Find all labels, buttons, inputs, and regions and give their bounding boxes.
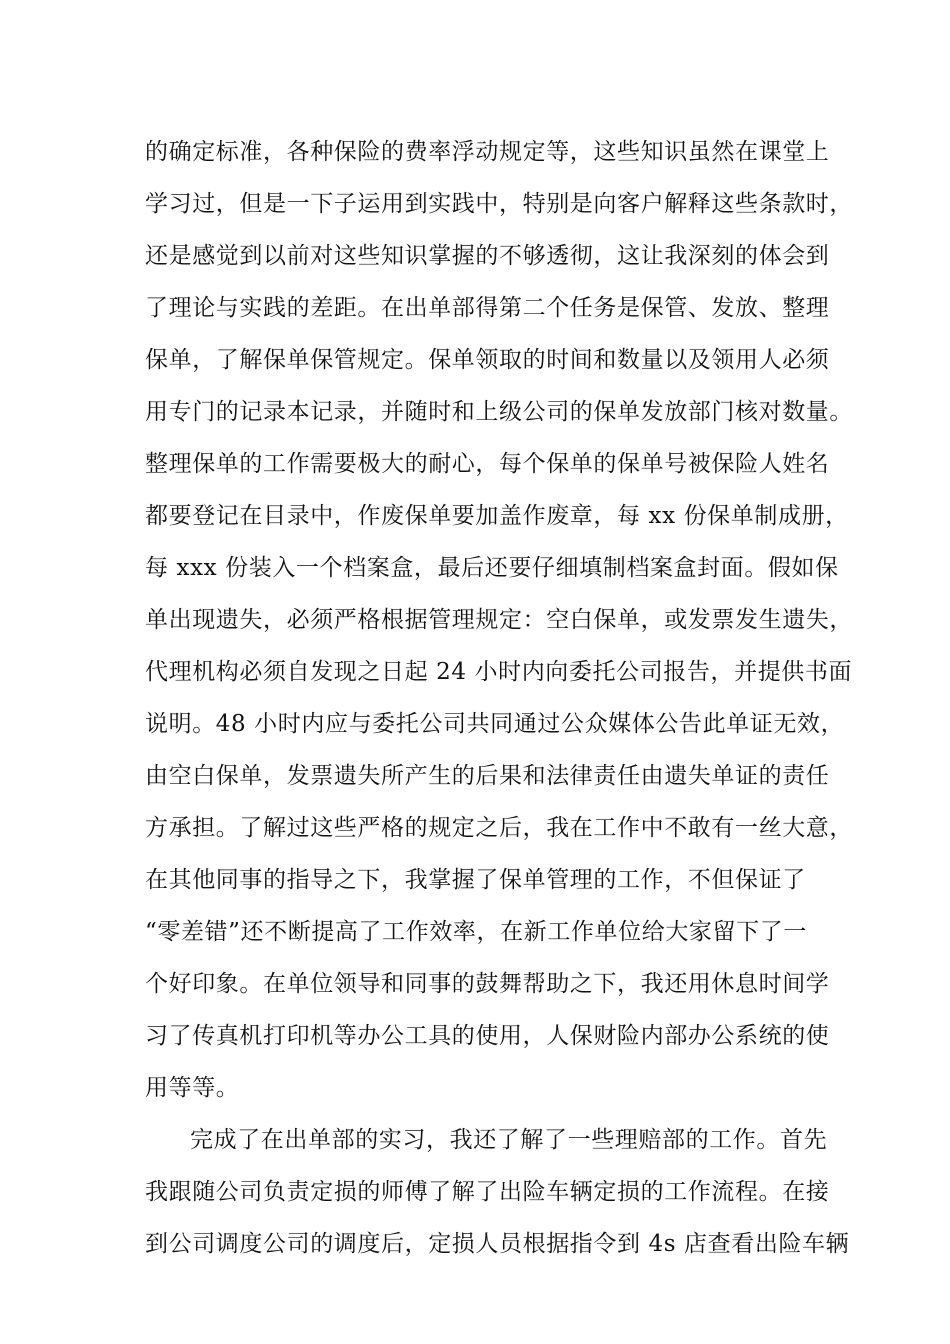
- paragraph-line: 保单，了解保单保管规定。保单领取的时间和数量以及领用人必须: [145, 347, 830, 373]
- paragraph-line: 整理保单的工作需要极大的耐心，每个保单的保单号被保险人姓名: [145, 451, 830, 477]
- paragraph-line: 还是感觉到以前对这些知识掌握的不够透彻，这让我深刻的体会到: [145, 243, 830, 269]
- paragraph-line: 到公司调度公司的调度后，定损人员根据指令到 4s 店查看出险车辆: [145, 1231, 850, 1257]
- paragraph-line: 我跟随公司负责定损的师傅了解了出险车辆定损的工作流程。在接: [145, 1179, 830, 1205]
- paragraph-line: 说明。48 小时内应与委托公司共同通过公众媒体公告此单证无效，: [145, 711, 845, 737]
- paragraph-line: 了理论与实践的差距。在出单部得第二个任务是保管、发放、整理: [145, 295, 830, 321]
- paragraph-line: 的确定标准，各种保险的费率浮动规定等，这些知识虽然在课堂上: [145, 139, 830, 165]
- paragraph-line: 单出现遗失，必须严格根据管理规定：空白保单，或发票发生遗失，: [145, 607, 853, 633]
- paragraph-line: 完成了在出单部的实习，我还了解了一些理赔部的工作。首先: [190, 1127, 828, 1153]
- paragraph-line: 用专门的记录本记录，并随时和上级公司的保单发放部门核对数量。: [145, 399, 853, 425]
- paragraph-line: 用等等。: [145, 1075, 240, 1101]
- paragraph-line: “零差错”还不断提高了工作效率，在新工作单位给大家留下了一: [145, 919, 807, 945]
- paragraph-line: 在其他同事的指导之下，我掌握了保单管理的工作，不但保证了: [145, 867, 806, 893]
- paragraph-line: 方承担。了解过这些严格的规定之后，我在工作中不敢有一丝大意，: [145, 815, 853, 841]
- paragraph-line: 都要登记在目录中，作废保单要加盖作废章，每 xx 份保单制成册，: [145, 503, 849, 529]
- paragraph-line: 习了传真机打印机等办公工具的使用，人保财险内部办公系统的使: [145, 1023, 830, 1049]
- paragraph-line: 个好印象。在单位领导和同事的鼓舞帮助之下，我还用休息时间学: [145, 971, 830, 997]
- paragraph-line: 学习过，但是一下子运用到实践中，特别是向客户解释这些条款时，: [145, 191, 853, 217]
- paragraph-line: 由空白保单，发票遗失所产生的后果和法律责任由遗失单证的责任: [145, 763, 830, 789]
- paragraph-line: 每 xxx 份装入一个档案盒，最后还要仔细填制档案盒封面。假如保: [145, 555, 839, 581]
- paragraph-line: 代理机构必须自发现之日起 24 小时内向委托公司报告，并提供书面: [145, 659, 853, 685]
